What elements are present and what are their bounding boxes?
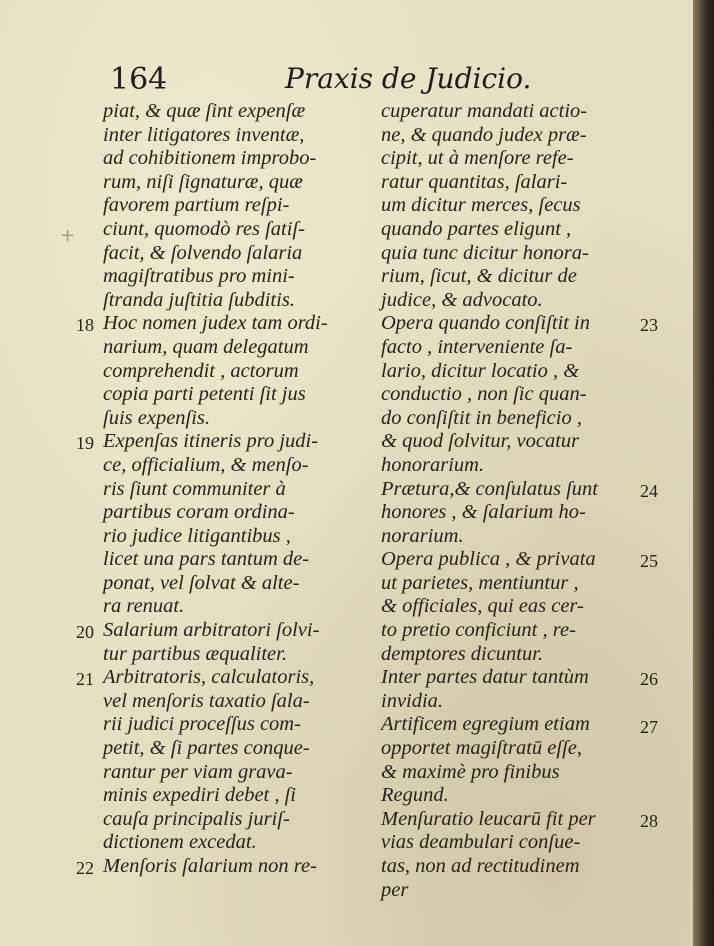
section-number: 19 bbox=[76, 433, 94, 454]
text-line: conductio , non ſic quan- bbox=[381, 383, 587, 406]
text-line: narium, quam delegatum bbox=[103, 335, 309, 358]
text-line: invidia. bbox=[381, 689, 444, 712]
section-number: 23 bbox=[640, 315, 658, 336]
text-line: ce, officialium, & menſo- bbox=[103, 453, 309, 476]
text-line: norarium. bbox=[381, 524, 464, 547]
text-line: cuperatur mandati actio- bbox=[381, 100, 588, 122]
text-line: tas, non ad rectitudinem bbox=[381, 855, 580, 877]
text-line: per bbox=[381, 878, 409, 901]
text-line: ciunt, quomodò res ſatiſ- bbox=[103, 217, 305, 240]
section-number: 28 bbox=[640, 811, 658, 831]
text-line: rum, niſi ſignaturæ, quæ bbox=[103, 170, 303, 193]
text-line: magiſtratibus pro mini- bbox=[103, 265, 295, 288]
text-line: & officiales, qui eas cer- bbox=[381, 595, 584, 618]
left-text-column bbox=[103, 100, 375, 879]
right-text-column bbox=[381, 100, 646, 902]
text-line: minis expediri debet , ſi bbox=[103, 784, 296, 807]
text-line: ra renuat. bbox=[103, 595, 185, 618]
text-line: Prætura,& conſulatus ſunt bbox=[381, 477, 598, 500]
text-line: & quod ſolvitur, vocatur bbox=[381, 430, 580, 453]
page-header bbox=[100, 62, 623, 102]
text-line: vel menſoris taxatio ſala- bbox=[103, 689, 310, 712]
section-number: 27 bbox=[640, 716, 658, 737]
section-number: 24 bbox=[640, 480, 658, 501]
page-number: 164 bbox=[110, 62, 168, 97]
text-line: comprehendit , actorum bbox=[103, 359, 299, 382]
section-number: 21 bbox=[76, 669, 94, 690]
text-line: Arbitratoris, calculatoris, bbox=[103, 666, 315, 689]
text-line: demptores dicuntur. bbox=[381, 642, 544, 665]
text-line: Salarium arbitratori ſolvi- bbox=[103, 619, 320, 642]
text-line: dictionem excedat. bbox=[103, 831, 257, 854]
text-line: ne, & quando judex præ- bbox=[381, 123, 587, 146]
text-line: Hoc nomen judex tam ordi- bbox=[103, 312, 328, 335]
running-title: Praxis de Judicio. bbox=[285, 62, 532, 95]
text-line: ſuis expenſis. bbox=[103, 406, 211, 429]
text-line: Inter partes datur tantùm bbox=[381, 666, 589, 689]
text-line: favorem partium reſpi- bbox=[103, 194, 290, 217]
section-number: 25 bbox=[640, 551, 658, 572]
text-line: um dicitur merces, ſecus bbox=[381, 194, 581, 217]
section-number: 18 bbox=[76, 315, 94, 336]
text-line: opportet magiſtratū eſſe, bbox=[381, 737, 582, 760]
text-line: rii judici proceſſus com- bbox=[103, 713, 301, 736]
text-line: copia parti petenti ſit jus bbox=[103, 383, 306, 406]
text-line: rantur per viam grava- bbox=[103, 760, 293, 783]
text-line: ratur quantitas, ſalari- bbox=[381, 170, 568, 193]
text-line: piat, & quæ ſint expenſæ bbox=[103, 100, 306, 122]
section-number: 20 bbox=[76, 622, 94, 643]
text-line: petit, & ſi partes conque- bbox=[103, 737, 310, 760]
text-line: ut parietes, mentiuntur , bbox=[381, 571, 579, 594]
text-line: rium, ſicut, & dicitur de bbox=[381, 265, 577, 288]
text-line: ad cohibitionem improbo- bbox=[103, 147, 317, 170]
binding-gutter bbox=[693, 0, 714, 946]
text-line: do conſiſtit in beneficio , bbox=[381, 406, 582, 429]
text-line: ris ſiunt communiter à bbox=[103, 477, 286, 500]
text-line: quando partes eligunt , bbox=[381, 217, 572, 240]
text-line: Opera quando conſiſtit in bbox=[381, 312, 590, 335]
text-line: Opera publica , & privata bbox=[381, 548, 596, 571]
text-line: cipit, ut à menſore refe- bbox=[381, 147, 574, 170]
text-line: Expenſas itineris pro judi- bbox=[103, 430, 319, 453]
text-line: rio judice litigantibus , bbox=[103, 524, 291, 547]
text-line: vias deambulari conſue- bbox=[381, 831, 581, 854]
section-number: 22 bbox=[76, 858, 94, 879]
text-line: Menſuratio leucarū fit per bbox=[381, 807, 596, 830]
ink-bleed-mark: + bbox=[60, 225, 76, 246]
text-line: tur partibus æqualiter. bbox=[103, 642, 287, 665]
text-line: ſtranda juſtitia ſubditis. bbox=[103, 288, 295, 311]
text-line: judice, & advocato. bbox=[381, 288, 543, 311]
text-line: facit, & ſolvendo ſalaria bbox=[103, 241, 303, 264]
text-line: ponat, vel ſolvat & alte- bbox=[103, 571, 300, 594]
text-line: partibus coram ordina- bbox=[103, 501, 295, 524]
text-line: to pretio conficiunt , re- bbox=[381, 619, 576, 642]
text-line: lario, dicitur locatio , & bbox=[381, 359, 580, 382]
text-line: facto , interveniente ſa- bbox=[381, 335, 573, 358]
text-line: cauſa principalis juriſ- bbox=[103, 807, 290, 830]
text-line: quia tunc dicitur honora- bbox=[381, 241, 589, 264]
text-line: & maximè pro finibus bbox=[381, 760, 560, 783]
text-line: honores , & ſalarium ho- bbox=[381, 501, 586, 524]
text-line: Artificem egregium etiam bbox=[381, 713, 590, 736]
text-line: licet una pars tantum de- bbox=[103, 548, 310, 571]
text-line: Menſoris ſalarium non re- bbox=[103, 855, 317, 877]
text-line: Regund. bbox=[381, 784, 449, 807]
text-line: honorarium. bbox=[381, 453, 485, 476]
text-line: inter litigatores inventæ, bbox=[103, 123, 305, 146]
section-number: 26 bbox=[640, 669, 658, 690]
